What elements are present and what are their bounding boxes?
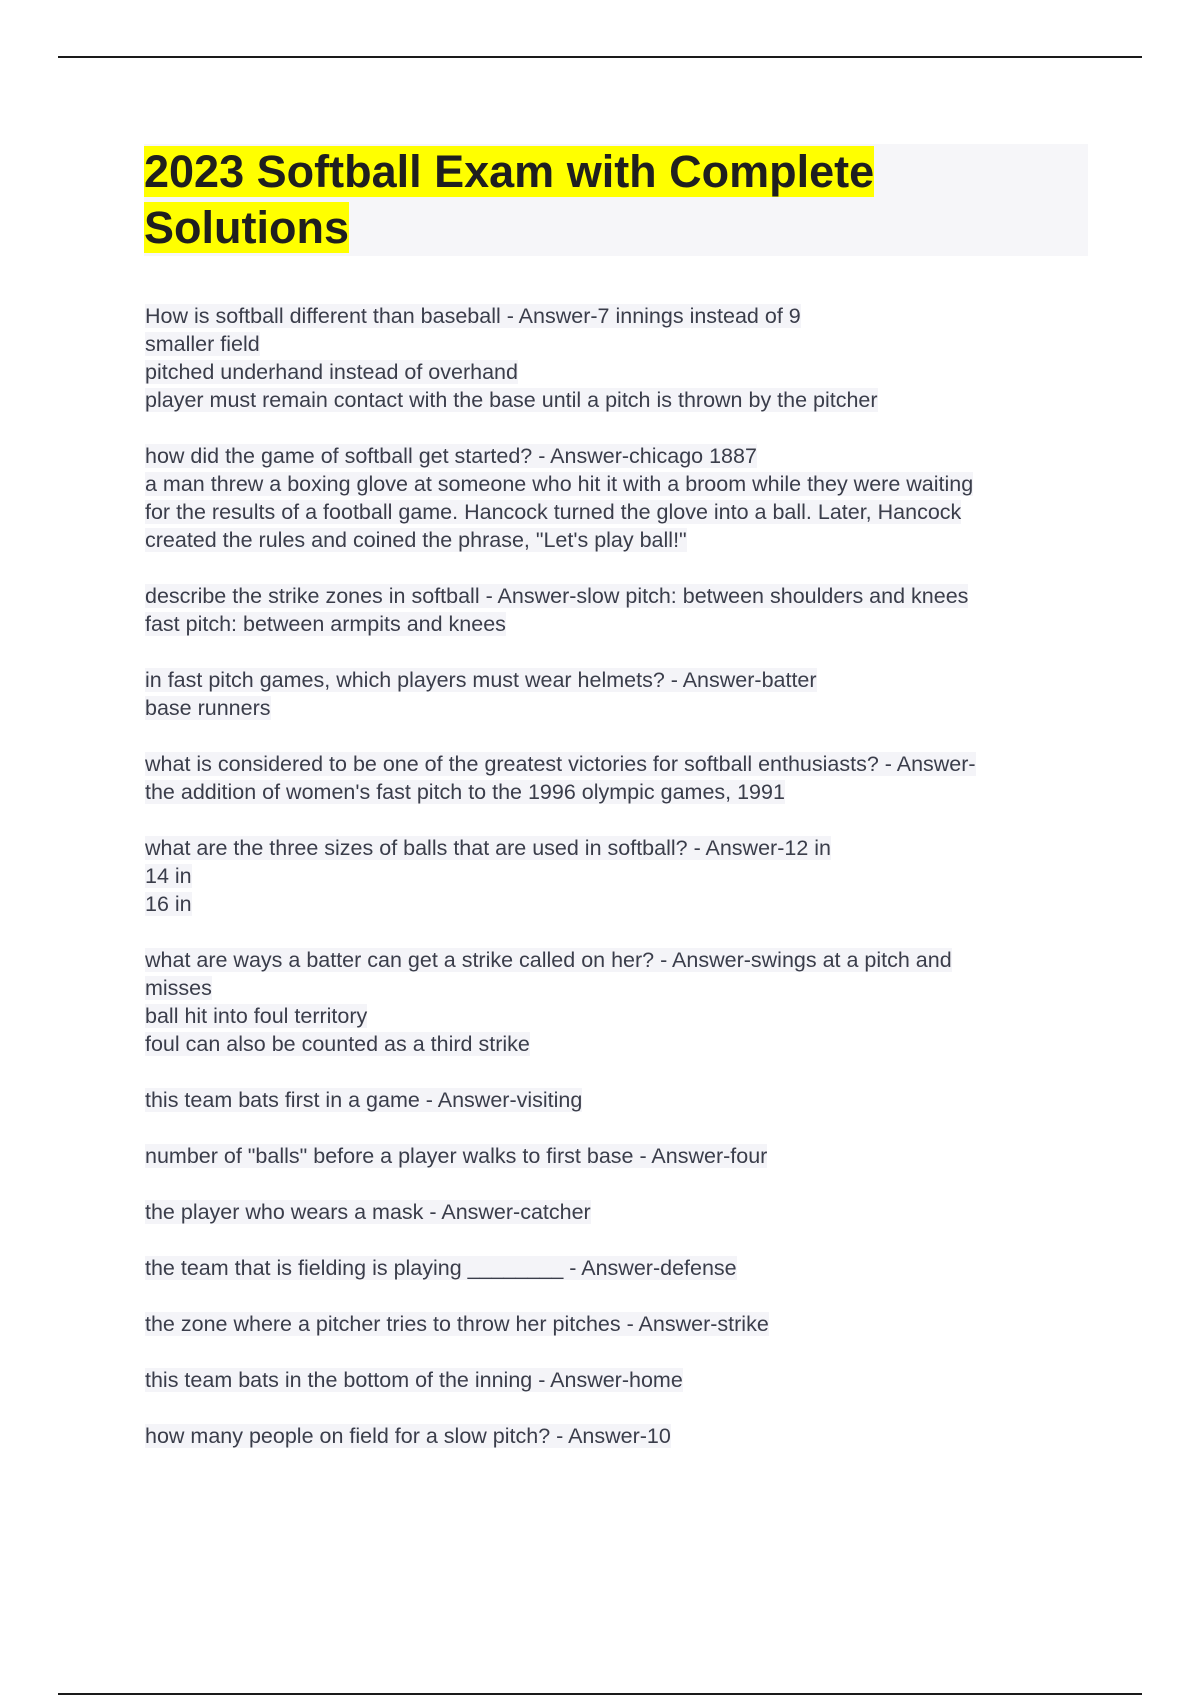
qa-item bbox=[145, 1422, 1090, 1450]
answer-line bbox=[145, 778, 1090, 806]
title-line-1: 2023 Softball Exam with Complete bbox=[144, 146, 875, 197]
line-text: this team bats in the bottom of the inning - Answer-home bbox=[145, 1368, 683, 1392]
answer-line bbox=[145, 1030, 1090, 1058]
question-line bbox=[145, 302, 1090, 330]
line-text: created the rules and coined the phrase, "Let's play ball!" bbox=[145, 528, 687, 552]
line-text: what is considered to be one of the greatest victories for softball enthusiasts? - Answer- bbox=[145, 752, 976, 776]
answer-line bbox=[145, 862, 1090, 890]
line-text: what are the three sizes of balls that are used in softball? - Answer-12 in bbox=[145, 836, 831, 860]
qa-item bbox=[145, 1254, 1090, 1282]
question-line bbox=[145, 1422, 1090, 1450]
question-line bbox=[145, 1142, 1090, 1170]
line-text: a man threw a boxing glove at someone who hit it with a broom while they were waiting bbox=[145, 472, 974, 496]
line-text: pitched underhand instead of overhand bbox=[145, 360, 518, 384]
line-text: 16 in bbox=[145, 892, 192, 916]
line-text: ball hit into foul territory bbox=[145, 1004, 368, 1028]
question-line bbox=[145, 582, 1090, 610]
line-text: base runners bbox=[145, 696, 271, 720]
qa-item bbox=[145, 666, 1090, 722]
line-text: describe the strike zones in softball - Answer-slow pitch: between shoulders and knees bbox=[145, 584, 969, 608]
line-text: fast pitch: between armpits and knees bbox=[145, 612, 506, 636]
question-line bbox=[145, 666, 1090, 694]
line-text: how many people on field for a slow pitch? - Answer-10 bbox=[145, 1424, 671, 1448]
line-text: 14 in bbox=[145, 864, 192, 888]
question-line bbox=[145, 442, 1090, 470]
qa-item bbox=[145, 946, 1090, 1058]
line-text: foul can also be counted as a third strike bbox=[145, 1032, 530, 1056]
answer-line bbox=[145, 610, 1090, 638]
answer-line bbox=[145, 358, 1090, 386]
answer-line bbox=[145, 498, 1090, 526]
answer-line bbox=[145, 526, 1090, 554]
line-text: the team that is fielding is playing ________ - Answer-defense bbox=[145, 1256, 737, 1280]
answer-line bbox=[145, 694, 1090, 722]
qa-list bbox=[145, 302, 1090, 1478]
line-text: this team bats first in a game - Answer-visiting bbox=[145, 1088, 583, 1112]
answer-line bbox=[145, 470, 1090, 498]
question-line bbox=[145, 946, 1090, 974]
qa-item bbox=[145, 582, 1090, 638]
title-block bbox=[144, 144, 1088, 256]
top-rule bbox=[58, 56, 1142, 58]
qa-item bbox=[145, 302, 1090, 414]
qa-item bbox=[145, 1366, 1090, 1394]
qa-item bbox=[145, 1310, 1090, 1338]
question-line bbox=[145, 750, 1090, 778]
page-title bbox=[144, 144, 1088, 256]
line-text: smaller field bbox=[145, 332, 260, 356]
answer-line bbox=[145, 890, 1090, 918]
question-line bbox=[145, 1366, 1090, 1394]
line-text: the addition of women's fast pitch to the 1996 olympic games, 1991 bbox=[145, 780, 785, 804]
qa-item bbox=[145, 750, 1090, 806]
question-line bbox=[145, 1086, 1090, 1114]
answer-line bbox=[145, 330, 1090, 358]
line-text: misses bbox=[145, 976, 212, 1000]
line-text: number of "balls" before a player walks to first base - Answer-four bbox=[145, 1144, 768, 1168]
qa-item bbox=[145, 442, 1090, 554]
line-text: player must remain contact with the base until a pitch is thrown by the pitcher bbox=[145, 388, 878, 412]
qa-item bbox=[145, 1086, 1090, 1114]
line-text: the zone where a pitcher tries to throw her pitches - Answer-strike bbox=[145, 1312, 769, 1336]
question-line bbox=[145, 1254, 1090, 1282]
line-text: for the results of a football game. Hancock turned the glove into a ball. Later, Hancock bbox=[145, 500, 962, 524]
qa-item bbox=[145, 834, 1090, 918]
answer-line bbox=[145, 1002, 1090, 1030]
answer-line bbox=[145, 974, 1090, 1002]
question-line bbox=[145, 1198, 1090, 1226]
line-text: how did the game of softball get started? - Answer-chicago 1887 bbox=[145, 444, 757, 468]
line-text: in fast pitch games, which players must wear helmets? - Answer-batter bbox=[145, 668, 817, 692]
answer-line bbox=[145, 386, 1090, 414]
question-line bbox=[145, 1310, 1090, 1338]
line-text: How is softball different than baseball - Answer-7 innings instead of 9 bbox=[145, 304, 801, 328]
question-line bbox=[145, 834, 1090, 862]
line-text: the player who wears a mask - Answer-catcher bbox=[145, 1200, 591, 1224]
title-line-2: Solutions bbox=[144, 202, 349, 253]
qa-item bbox=[145, 1198, 1090, 1226]
bottom-rule bbox=[58, 1693, 1142, 1695]
qa-item bbox=[145, 1142, 1090, 1170]
line-text: what are ways a batter can get a strike called on her? - Answer-swings at a pitch and bbox=[145, 948, 952, 972]
